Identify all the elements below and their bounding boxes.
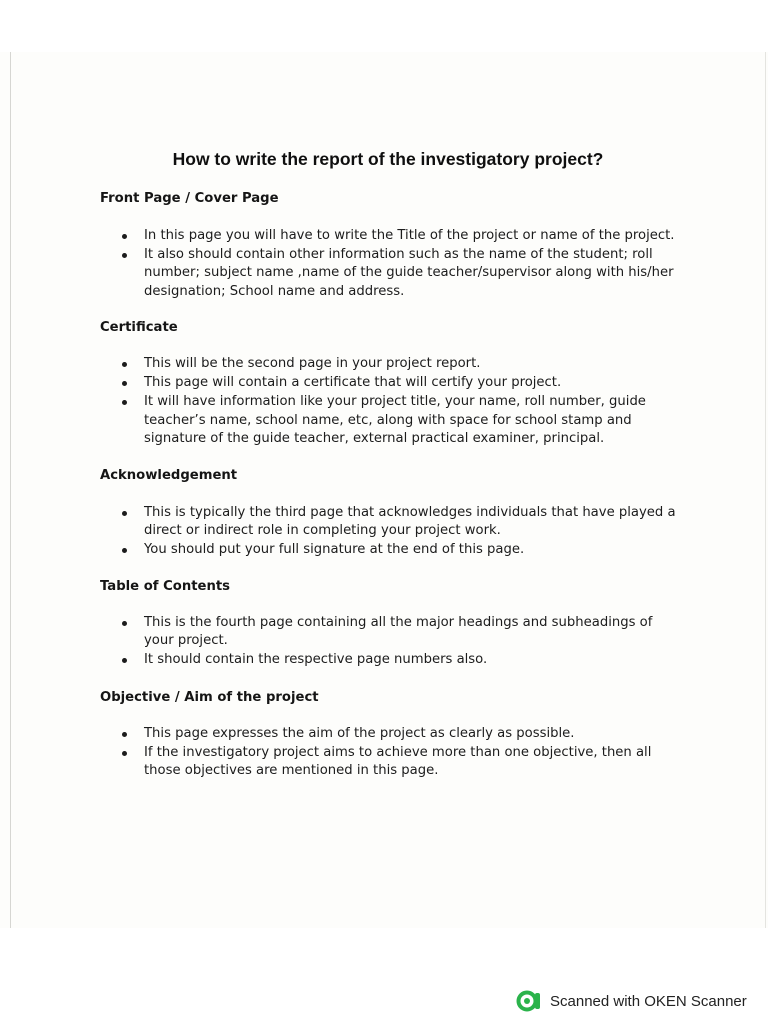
- section-list-front-page: [100, 227, 680, 302]
- list-item: [100, 504, 680, 540]
- section-list-certificate: [100, 355, 680, 449]
- list-item: [100, 541, 680, 559]
- bullet-icon: [122, 253, 127, 258]
- bullet-icon: [122, 400, 127, 405]
- list-item-text: You should put your full signature at the end of this page.: [144, 542, 525, 558]
- section-heading-front-page: Front Page / Cover Page: [100, 191, 279, 206]
- bullet-icon: [122, 621, 127, 626]
- list-item: [100, 614, 680, 650]
- oken-scanner-logo-icon: [516, 990, 542, 1012]
- list-item: [100, 744, 680, 780]
- bullet-icon: [122, 362, 127, 367]
- scanner-watermark-text: Scanned with OKEN Scanner: [550, 992, 747, 1010]
- list-item-text: This page expresses the aim of the project as clearly as possible.: [144, 726, 575, 741]
- bullet-icon: [122, 511, 127, 516]
- bullet-icon: [122, 658, 127, 663]
- list-item: [100, 246, 680, 301]
- section-heading-certificate: Certificate: [100, 320, 178, 335]
- list-item: [100, 393, 680, 448]
- list-item-text: It also should contain other information such as the name of the student; roll number; subject name ,name of the guide teacher/supervisor along with his/her designation; School name and address.: [144, 247, 674, 299]
- bullet-icon: [122, 751, 127, 756]
- bullet-icon: [122, 234, 127, 239]
- bullet-icon: [122, 381, 127, 386]
- section-list-acknowledgement: [100, 504, 680, 561]
- list-item-text: This is typically the third page that acknowledges individuals that have played a direct or indirect role in completing your project work.: [144, 505, 676, 539]
- list-item-text: This page will contain a certificate that will certify your project.: [144, 375, 562, 391]
- list-item-text: It should contain the respective page numbers also.: [144, 652, 488, 668]
- list-item: [100, 651, 680, 669]
- page-edge-right: [765, 52, 766, 928]
- list-item: [100, 374, 680, 392]
- bullet-icon: [122, 732, 127, 737]
- list-item-text: In this page you will have to write the Title of the project or name of the project.: [144, 228, 675, 243]
- scanned-page: [0, 52, 768, 928]
- page-edge-left: [10, 52, 11, 928]
- section-heading-table-of-contents: Table of Contents: [100, 579, 230, 594]
- section-list-table-of-contents: [100, 614, 680, 671]
- section-heading-objective: Objective / Aim of the project: [100, 690, 319, 705]
- list-item: [100, 227, 680, 245]
- scanner-watermark: [516, 990, 747, 1012]
- document-title: How to write the report of the investigatory project?: [172, 149, 604, 169]
- section-list-objective: [100, 725, 680, 782]
- list-item-text: This will be the second page in your project report.: [144, 356, 481, 371]
- list-item-text: If the investigatory project aims to achieve more than one objective, then all those objectives are mentioned in this page.: [144, 745, 652, 779]
- section-heading-acknowledgement: Acknowledgement: [100, 468, 238, 483]
- list-item-text: This is the fourth page containing all the major headings and subheadings of your project.: [144, 615, 653, 649]
- list-item: [100, 725, 680, 743]
- list-item: [100, 355, 680, 373]
- bullet-icon: [122, 548, 127, 553]
- list-item-text: It will have information like your project title, your name, roll number, guide teacher’s name, school name, etc, along with space for school stamp and signature of the guide teacher, external practical examiner, principal.: [144, 394, 646, 446]
